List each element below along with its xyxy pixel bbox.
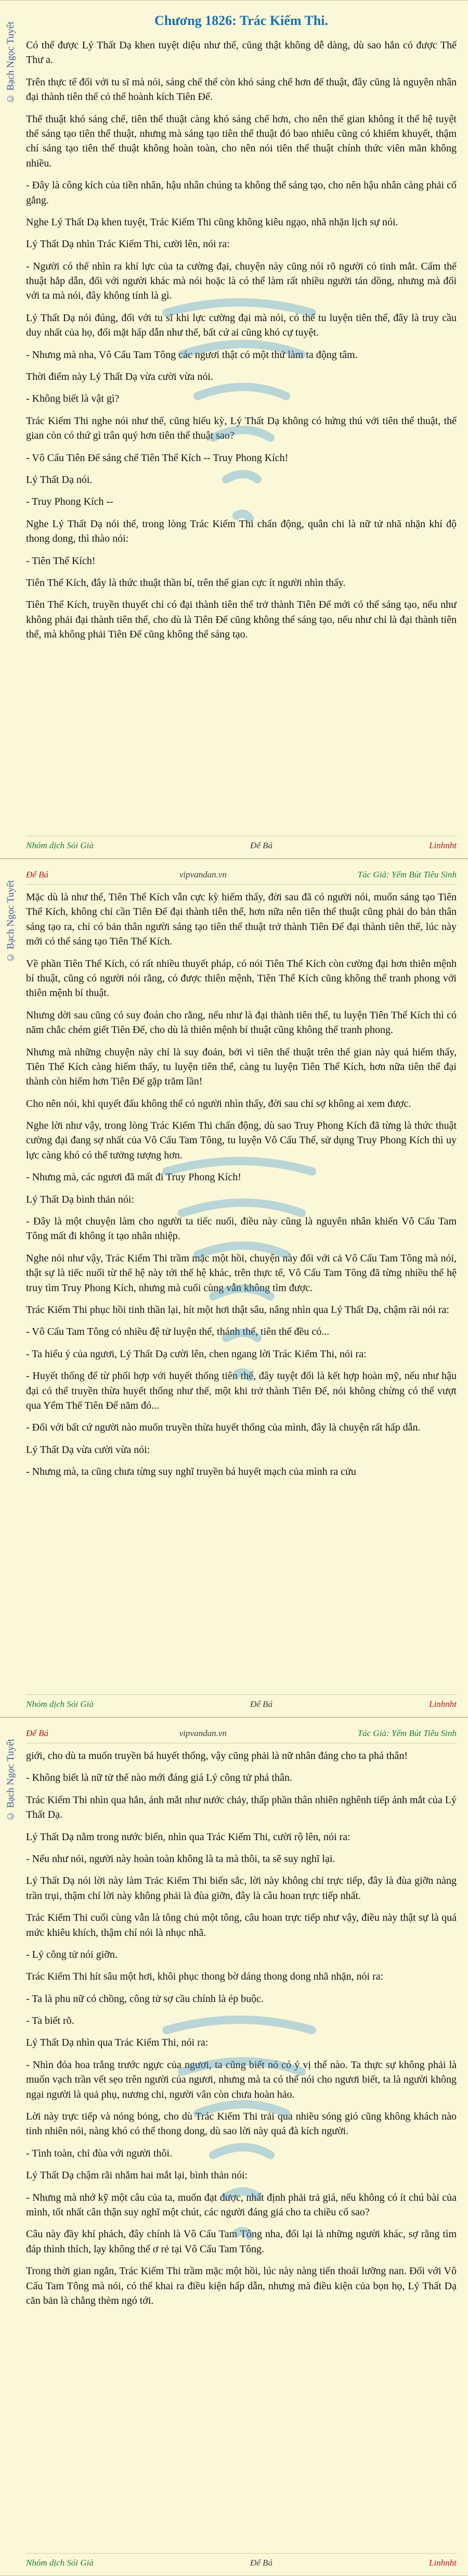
book-page-3 — [0, 1717, 468, 2576]
paragraph: Lý Thất Dạ nói lời này làm Trác Kiếm Thi biến sắc, lời này không chỉ trực tiếp, đây là đùa giỡn nàng trần trụi, thậm chí lời này không phải là đùa giỡn, đây là câu hoan trực tiếp nhất. — [26, 1875, 457, 1902]
footer-group: Nhóm dịch Sói Già — [26, 2558, 94, 2568]
paragraph: - Không biết là nữ tử thế nào mới đáng giá Lý công tử phá thân. — [26, 1772, 292, 1784]
paragraph: - Nhưng mà nhớ kỹ một câu của ta, muốn đạt được, nhất định phải trả giá, nếu không có ít chú bài của mình, tốt nhất cân thận suy nghĩ một chút, các người đáng giá cho ta chiều cố sao? — [26, 2191, 457, 2218]
paragraph: Cho nên nói, khi quyết đấu không thể có người nhìn thấy, đời sau chỉ sợ không ai xem được. — [26, 1098, 411, 1110]
paragraph: Trác Kiếm Thi nhìn qua hắn, ánh mắt như nước chảy, thấp phần thân nhiên nghênh tiếp ánh mắt của Lý Thất Dạ. — [26, 1794, 457, 1821]
footer-group: Nhóm dịch Sói Già — [26, 840, 94, 850]
paragraph: Lý Thất Dạ nhìn qua Trác Kiếm Thi, nói ra: — [26, 2037, 209, 2049]
paragraph: - Nếu như nói, người này hoàn toàn không là ta mà thôi, ta sẽ suy nghĩ lại. — [26, 1853, 335, 1865]
paragraph: Lý Thất Dạ nằm trong nước biển, nhìn qua Trác Kiếm Thi, cười rộ lên, nói ra: — [26, 1831, 350, 1843]
side-credit: © Bạch Ngọc Tuyết — [5, 21, 16, 104]
paragraph: Trác Kiếm Thi nghe nói như thế, cũng hiếu kỳ, Lý Thất Dạ không có hứng thú với tiên thể thuật, thế gian còn có thứ gì trân quý hơn tiên thể thuật sao? — [26, 415, 457, 442]
header-author: Tác Giả: Yếm Bút Tiêu Sinh — [357, 870, 457, 879]
paragraph: Lý Thất Dạ bình thản nói: — [26, 1193, 134, 1205]
paragraph: Trên thực tế đối với tu sĩ mà nói, sáng chế thế còn khó sáng chế hơn đế thuật, đây cũng là nguyên nhân đại thành tiên thể có thể hoành kích Tiên Đế. — [26, 76, 457, 103]
paragraph: Trác Kiếm Thi hít sâu một hơi, khôi phục thong bờ dáng thong dong nhã nhặn, nói ra: — [26, 1971, 384, 1983]
paragraph: Nghe Lý Thất Dạ khen tuyệt, Trác Kiếm Thi cũng không kiêu ngạo, nhã nhặn lịch sự nói. — [26, 216, 398, 228]
paragraph: - Nhưng mà, ta cũng chưa từng suy nghĩ truyền bá huyết mạch của mình ra cửu — [26, 1466, 356, 1478]
footer-translator: Linhnht — [429, 840, 457, 850]
paragraph: Lý Thất Dạ chậm rãi nhắm hai mắt lại, bình thản nói: — [26, 2170, 248, 2182]
paragraph: Tiên Thể Kích, đây là thức thuật thần bí, trên thế gian cực ít người nhìn thấy. — [26, 577, 346, 589]
header-book: Đế Bá — [26, 870, 48, 879]
paragraph: Lý Thất Dạ nhìn Trác Kiếm Thi, cười lên, nói ra: — [26, 238, 230, 250]
chapter-title: Chương 1826: Trác Kiếm Thi. — [154, 13, 329, 28]
paragraph: giới, cho dù ta muốn truyền bá huyết thống, vậy cũng phải là nữ nhân đáng cho ta phá thân! — [26, 1750, 408, 1762]
book-page-1 — [0, 0, 468, 859]
book-page-2 — [0, 859, 468, 1717]
paragraph: Tiên Thể Kích, truyền thuyết chỉ có đại thành tiên thể trở thành Tiên Đế mới có thể sáng tạo, nếu như không phải đại thành tiên thể, cho dù là Tiên Đế cũng không thể sáng tạo, nếu như chỉ là đại thành tiên thể, mà không phải Tiên Đế cũng không thể sáng tạo. — [26, 599, 457, 641]
page-content — [26, 866, 457, 1684]
paragraph: - Huyết thống để từ phổi hợp với huyết thống tiên thể, đây tuyệt đối là kết hợp hoàn mỹ, nếu như hậu đại có thể truyền thừa huyết thống như thế, một khi trở thành Tiên Đế, nói không chừng có thể vượt qua Yểm Thế Tiên Đế năm đó... — [26, 1370, 457, 1411]
side-credit: © Bạch Ngọc Tuyết — [5, 880, 16, 963]
paragraph: - Nhưng mà nha, Vô Cấu Tam Tông các ngươi thật có một thứ làm ta động tâm. — [26, 349, 358, 361]
paragraph: - Nhìn đóa hoa trắng trước ngực của ngươi, ta cũng biết nó có ý vị thế nào. Ta thực sự không phải là muốn vạch trần vết sẹo trên người của ngươi, nhưng mà ta có thể nói cho ngươi biết, ta là người không ngại người là quả phụ, nương chi, người vân còn chưa hoàn hảo. — [26, 2059, 457, 2100]
page-content — [26, 1725, 457, 2542]
paragraph: Nghe Lý Thất Dạ nói thế, trong lòng Trác Kiếm Thi chấn động, quân chi là nữ tử nhã nhặn khí độ thong dong, thì thào nói: — [26, 518, 457, 545]
paragraph: - Nhưng mà, các ngươi đã mất đi Truy Phong Kích! — [26, 1171, 241, 1183]
paragraph: Thời điểm này Lý Thất Dạ vừa cười vừa nói. — [26, 371, 213, 383]
paragraph: - Đối với bất cứ người nào muốn truyền thừa huyết thống của mình, đây là chuyện rất hấp dẫn. — [26, 1422, 421, 1434]
header-site: vipvandan.vn — [179, 870, 227, 879]
page-footer — [26, 836, 457, 851]
paragraph: Câu này đầy khí phách, đây chính là Vô Cấu Tam Tông nha, đối lại là những người khác, sợ rằng tìm đáp thình thích, lạy không thể ơ rẻ tại Vô Cấu Tam Tông. — [26, 2228, 457, 2255]
footer-book: Đế Bá — [250, 1699, 272, 1709]
paragraph: - Truy Phong Kích -- — [26, 496, 113, 508]
paragraph: - Vô Cấu Tiên Đế sáng chế Tiên Thể Kích -- Truy Phong Kích! — [26, 452, 289, 464]
paragraph: Lý Thất Dạ nói đúng, đối với tu sĩ khi lực cường đại mà nói, có thể tu luyện tiên thể, đây là truy cầu duy nhất của họ, đối mặt hấp dẫn như thế, bất cứ ai cũng khó cự tuyệt. — [26, 312, 457, 339]
page-header — [26, 1725, 457, 1743]
footer-book: Đế Bá — [250, 840, 272, 850]
paragraph: - Ta biết rõ. — [26, 2015, 74, 2027]
paragraph: Nghe nói như vậy, Trác Kiếm Thi trầm mặc một hồi, chuyện này đối với cả Vô Cấu Tam Tông mà nói, thật sự là tiếc nuối từ thế hệ này tới thế hệ khác, trên thực tế, Vô Cấu Tam Tông đã từng nhiều thế hệ truy tìm Truy Phong Kích, nhưng mà cuối cùng vẫn không tìm được. — [26, 1252, 457, 1294]
paragraph: - Đây là một chuyện làm cho người ta tiếc nuối, điều này cũng là nguyên nhân khiến Vô Cấu Tam Tông mất đi không ít tạo nhân nhiệp. — [26, 1216, 457, 1242]
header-book: Đế Bá — [26, 1728, 48, 1738]
page-footer — [26, 1694, 457, 1710]
paragraph: - Lý công tử nói giỡn. — [26, 1948, 118, 1960]
page-footer — [26, 2553, 457, 2568]
footer-translator: Linhnht — [429, 1699, 457, 1709]
page-content — [26, 8, 457, 825]
paragraph: Lý Thất Dạ nói. — [26, 474, 93, 486]
paragraph: - Người có thể nhìn ra khí lực của ta cường đại, chuyện này cũng nói rõ người có tinh mắt. Cấm thế thuật hắp dẫn, đối với người khác mà nói hoặc là có thể làm rất nhiều người tán dồng, nhưng mà đối với ta mà nói, đây không tính là gì. — [26, 260, 457, 302]
paragraph: Về phần Tiên Thể Kích, có rất nhiều thuyết pháp, có nói Tiên Thể Kích còn cường đại hơn thiên mệnh bí thuật, cũng có người nói rằng, có được thiên mệnh, Tiên Thể Kích cũng không thể tranh phong với thiên mệnh bí thuật. — [26, 958, 457, 999]
page-header — [26, 866, 457, 885]
paragraph: - Tình toàn, chỉ đùa với người thôi. — [26, 2147, 173, 2159]
paragraph: Trong thời gian ngắn, Trác Kiếm Thi trầm mặc một hồi, lúc này nàng tiến thoái lưỡng nan. Đối với Vô Cấu Tam Tông mà nói, có thể khai ra điều kiện hấp dẫn, nhưng mà điều kiện của bọn họ, Lý Thất Dạ căn bản là chẳng thèm ngó tới. — [26, 2265, 457, 2306]
footer-book: Đế Bá — [250, 2558, 272, 2568]
paragraph: Nghe lời như vậy, trong lòng Trác Kiếm Thi chấn động, dù sao Truy Phong Kích đã từng là thức thuật cường đại đang sợ nhất của Vô Cấu Tam Tông, tu luyện Vô Cấu Thể, sử dụng Truy Phong Kích thì uy lực càng khó có thể tưởng tượng hơn. — [26, 1120, 457, 1161]
paragraph: - Ta hiểu ý của ngươi, Lý Thất Dạ cười lên, chen ngang lời Trác Kiếm Thi, nói ra: — [26, 1348, 367, 1360]
paragraph: Mặc dù là như thế, Tiên Thể Kích vẫn cực kỳ hiếm thấy, đời sau đã có người nói, muốn sáng tạo Tiên Thể Kích, không chỉ cần Tiên Đế đại thành tiên thể, hơn nữa nên tiên thể thuật cũng phải do bản thân sáng tạo ra, chỉ có bản thân người sáng tạo tiên thể thuật trở thành Tiên Đế đại thành tiên thể, lúc này mới có thể sáng tạo Tiên Thể Kích. — [26, 891, 457, 948]
paragraph: - Tiên Thể Kích! — [26, 555, 96, 567]
paragraph: Có thể được Lý Thất Dạ khen tuyệt diệu như thế, cũng thật không dễ dàng, dù sao hắn có được Thế Thư a. — [26, 40, 457, 66]
paragraph: Trác Kiếm Thi phục hồi tinh thần lại, hít một hơi thật sâu, nâng nhìn qua Lý Thất Dạ, chậm rãi nói ra: — [26, 1304, 449, 1316]
paragraph: - Đây là công kích của tiền nhân, hậu nhân chúng ta không thể sáng tạo, cho nên hậu nhân càng phải cố gắng. — [26, 180, 457, 206]
paragraph: Trác Kiếm Thi cuối cùng vẫn là tông chủ một tông, câu hoan trực tiếp như vậy, điều này thật sự là quá mức khiêu khích, thậm chí nói là nhục nhã. — [26, 1912, 457, 1939]
paragraph: Nhưng dời sau cũng có suy đoán cho rằng, nếu như là đại thành tiên thể, tu luyện Tiên Thể Kích thì có năm chắc chém giết Tiên Đế, cho dù là thiên mệnh bí thuật cũng không thể tranh phong. — [26, 1009, 457, 1036]
paragraph: Lời này trực tiếp và nóng bỏng, cho dù Trác Kiếm Thi trải qua nhiều sóng gió cũng không khách nào tỉnh nhiên nói, nàng khó có thể thong dong, dù sao lời này quá đà kích người. — [26, 2111, 457, 2137]
footer-group: Nhóm dịch Sói Già — [26, 1699, 94, 1709]
paragraph: Nhưng mà những chuyện này chỉ là suy đoán, bởi vì tiên thể thuật trên thế gian này quá hiếm thấy, Tiên Thể Kích càng hiếm thấy, tu luyện tiên thể, càng tu luyện Tiên Thể Kích, hơn nữa tiên thể đại thành còn hiếm hơn Tiên Đế gặp trăm lần! — [26, 1046, 457, 1088]
paragraph: - Ta là phu nữ có chồng, công tử sợ cầu chính là ép buộc. — [26, 1993, 264, 2005]
header-site: vipvandan.vn — [179, 1728, 227, 1738]
footer-translator: Linhnht — [429, 2558, 457, 2568]
header-author: Tác Giả: Yếm Bút Tiêu Sinh — [357, 1728, 457, 1738]
paragraph: Thế thuật khó sáng chế, tiên thể thuật càng khó sáng chế hơn, cho nên thế gian không ít thế hệ tuyệt thế sáng tạo tiên thể thuật, nhưng mà sáng tạo tiên thể thuật đó bao nhiêu cũng có khiếm khuyết, thậm chí sáng tạo tiên thể thuật không hoàn toàn, cho nên nói tiên thể thuật chính thức viên mãn không nhiều. — [26, 113, 457, 169]
side-credit: © Bạch Ngọc Tuyết — [5, 1739, 16, 1821]
paragraph: Lý Thất Dạ vừa cười vừa nói: — [26, 1444, 150, 1456]
paragraph: - Vô Cấu Tam Tông có nhiều đệ tử luyện thể, thánh thể, tiên thể đều có... — [26, 1326, 330, 1338]
paragraph: - Không biết là vật gì? — [26, 393, 120, 405]
